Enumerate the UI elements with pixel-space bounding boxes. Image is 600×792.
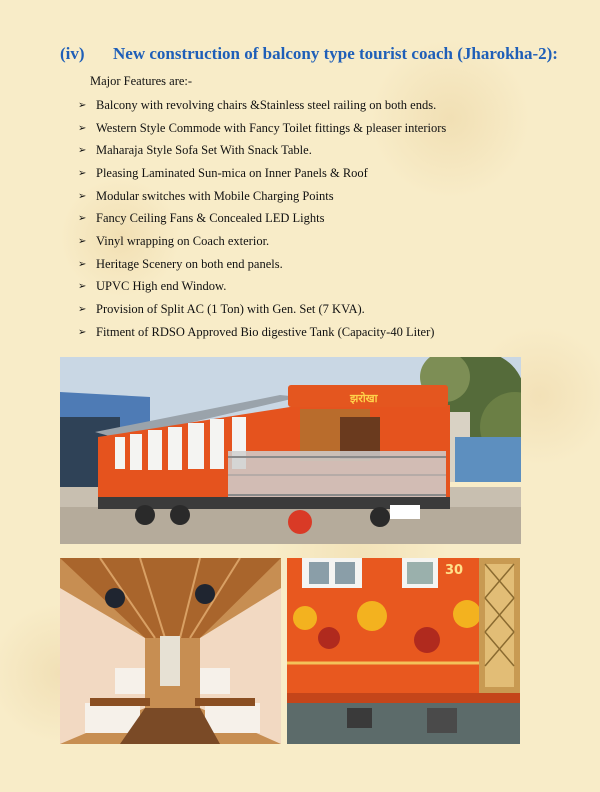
coach-exterior-photo [60,357,521,544]
arrow-bullet-icon: ➢ [78,281,87,293]
list-item: ➢ Fancy Ceiling Fans & Concealed LED Lights [78,211,325,226]
coach-vinyl-detail-photo [287,558,520,744]
section-heading [60,44,580,64]
list-item: ➢ Fitment of RDSO Approved Bio digestive Tank (Capacity-40 Liter) [78,324,435,339]
arrow-bullet-icon: ➢ [78,213,87,225]
arrow-bullet-icon: ➢ [78,145,87,157]
list-item: ➢ Western Style Commode with Fancy Toilet fittings & pleaser interiors [78,120,447,135]
arrow-bullet-icon: ➢ [78,190,87,202]
feature-list [78,94,578,344]
arrow-bullet-icon: ➢ [78,326,87,338]
arrow-bullet-icon: ➢ [78,304,87,316]
coach-interior-photo [60,558,281,744]
arrow-bullet-icon: ➢ [78,99,87,111]
arrow-bullet-icon: ➢ [78,167,87,179]
arrow-bullet-icon: ➢ [78,122,87,134]
section-title: New construction of balcony type tourist coach (Jharokha-2): [113,44,558,63]
coach-number-text: 30 [445,563,464,578]
section-number: (iv) [60,44,85,63]
list-item: ➢ Vinyl wrapping on Coach exterior. [78,233,270,248]
list-item: ➢ Balcony with revolving chairs &Stainless steel railing on both ends. [78,97,437,112]
coach-sign-text: झरोखा [350,392,378,405]
features-intro: Major Features are:- [90,74,193,88]
arrow-bullet-icon: ➢ [78,258,87,270]
list-item: ➢ Modular switches with Mobile Charging Points [78,188,334,203]
list-item: ➢ UPVC High end Window. [78,279,227,294]
list-item: ➢ Maharaja Style Sofa Set With Snack Table. [78,143,312,158]
list-item: ➢ Pleasing Laminated Sun-mica on Inner Panels & Roof [78,165,368,180]
arrow-bullet-icon: ➢ [78,235,87,247]
list-item: ➢ Provision of Split AC (1 Ton) with Gen. Set (7 KVA). [78,302,365,317]
list-item: ➢ Heritage Scenery on both end panels. [78,256,283,271]
